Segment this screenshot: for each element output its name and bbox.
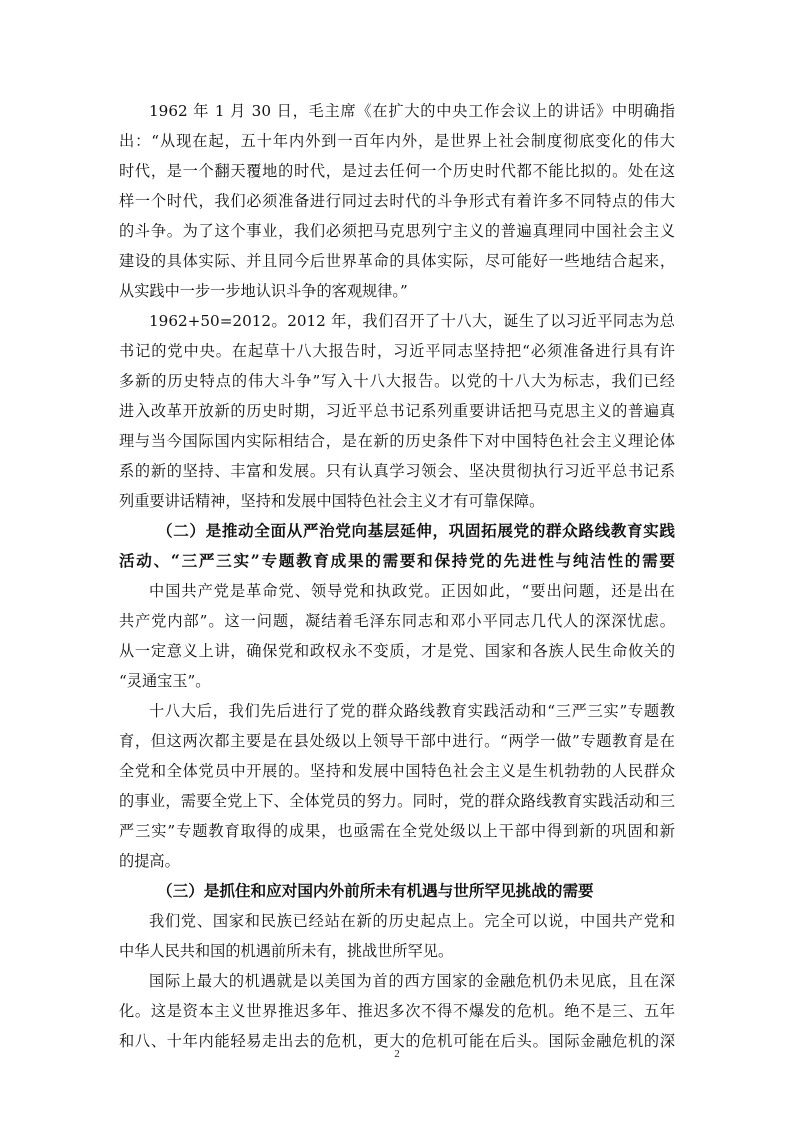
body-text-line: 理与当今国际国内实际相结合，是在新的历史条件下对中国特色社会主义理论体 [119,432,675,450]
body-text-line: 的提高。 [119,852,180,870]
body-text-line: 从实践中一步一步地认识斗争的客观规律。” [119,282,408,300]
body-text-line: 书记的党中央。在起草十八大报告时，习近平同志坚持把“必须准备进行具有许 [119,342,675,360]
section-heading-line: （三）是抓住和应对国内外前所未有机遇与世所罕见挑战的需要 [157,881,594,900]
body-text-line: 和八、十年内能轻易走出去的危机，更大的危机可能在后头。国际金融危机的深 [119,1032,675,1050]
body-text-line: 共产党内部”。这一问题，凝结着毛泽东同志和邓小平同志几代人的深深忧虑。 [119,612,675,630]
body-text-line: 国际上最大的机遇就是以美国为首的西方国家的金融危机仍未见底，且在深 [149,972,675,990]
body-text-line: 我们党、国家和民族已经站在新的历史起点上。完全可以说，中国共产党和 [149,912,675,930]
body-text-line: 多新的历史特点的伟大斗争”写入十八大报告。以党的十八大为标志，我们已经 [119,372,675,390]
body-text-line: “灵通宝玉”。 [119,672,211,690]
document-body [119,96,675,1056]
body-text-line: 进入改革开放新的历史时期，习近平总书记系列重要讲话把马克思主义的普遍真 [119,402,675,420]
body-text-line: 1962+50=2012。2012 年，我们召开了十八大，诞生了以习近平同志为总 [149,312,675,330]
body-text-line: 系的新的坚持、丰富和发展。只有认真学习领会、坚决贯彻执行习近平总书记系 [119,462,675,480]
body-text-line: 中国共产党是革命党、领导党和执政党。正因如此，“要出问题，还是出在 [149,582,675,600]
body-text-line: 列重要讲话精神，坚持和发展中国特色社会主义才有可靠保障。 [119,492,545,510]
body-text-line: 十八大后，我们先后进行了党的群众路线教育实践活动和“三严三实”专题教 [149,702,675,720]
body-text-line: 化。这是资本主义世界推迟多年、推迟多次不得不爆发的危机。绝不是三、五年 [119,1002,675,1020]
body-text-line: 中华人民共和国的机遇前所未有，挑战世所罕见。 [119,942,454,960]
body-text-line: 样一个时代，我们必须准备进行同过去时代的斗争形式有着许多不同特点的伟大 [119,192,675,210]
page-number: 2 [394,1048,400,1060]
body-text-line: 出：“从现在起，五十年内外到一百年内外，是世界上社会制度彻底变化的伟大 [119,132,675,150]
body-text-line: 的事业，需要全党上下、全体党员的努力。同时，党的群众路线教育实践活动和三 [119,792,675,810]
body-text-line: 1962 年 1 月 30 日，毛主席《在扩大的中央工作会议上的讲话》中明确指 [149,102,675,120]
section-heading-line: 活动、“三严三实”专题教育成果的需要和保持党的先进性与纯洁性的需要 [119,551,675,570]
body-text-line: 的斗争。为了这个事业，我们必须把马克思列宁主义的普遍真理同中国社会主义 [119,222,675,240]
section-heading-line: （二）是推动全面从严治党向基层延伸，巩固拓展党的群众路线教育实践 [157,521,675,540]
body-text-line: 建设的具体实际、并且同今后世界革命的具体实际，尽可能好一些地结合起来， [119,252,675,270]
body-text-line: 严三实”专题教育取得的成果，也亟需在全党处级以上干部中得到新的巩固和新 [119,822,675,840]
body-text-line: 从一定意义上讲，确保党和政权永不变质，才是党、国家和各族人民生命攸关的 [119,642,675,660]
body-text-line: 全党和全体党员中开展的。坚持和发展中国特色社会主义是生机勃勃的人民群众 [119,762,675,780]
body-text-line: 时代，是一个翻天覆地的时代，是过去任何一个历史时代都不能比拟的。处在这 [119,162,675,180]
body-text-line: 育，但这两次都主要是在县处级以上领导干部中进行。“两学一做”专题教育是在 [119,732,675,750]
